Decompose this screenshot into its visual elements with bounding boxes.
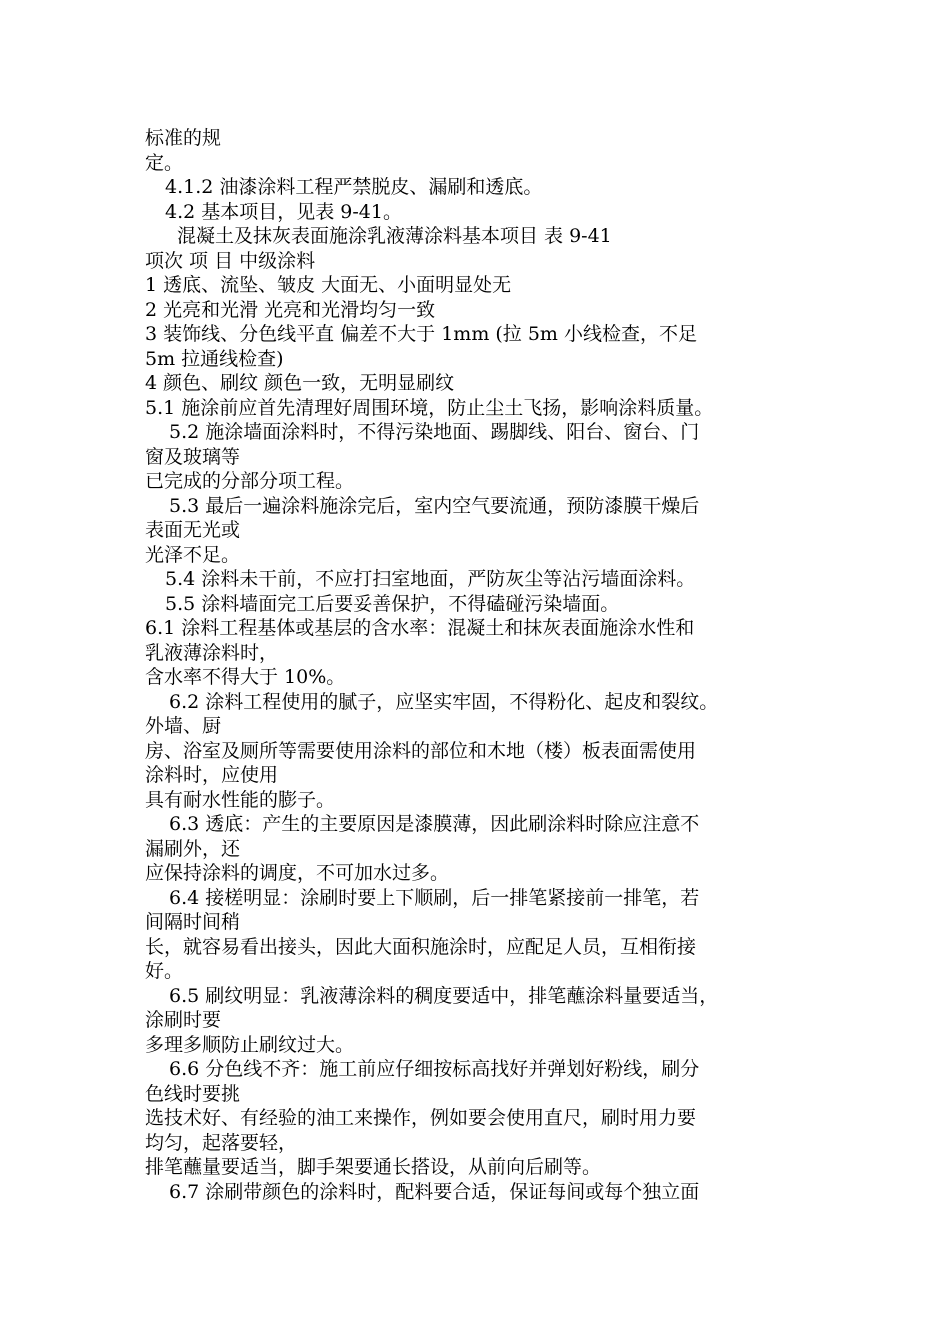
document-body: [145, 126, 810, 1204]
text-line: 混凝土及抹灰表面施涂乳液薄涂料基本项目 表 9-41: [177, 225, 612, 247]
text-line: 间隔时间稍: [145, 911, 241, 933]
text-line: 5.1 施涂前应首先清理好周围环境，防止尘土飞扬，影响涂料质量。: [145, 396, 714, 419]
text-line: 6.3 透底：产生的主要原因是漆膜薄，因此刷涂料时除应注意不: [169, 813, 700, 835]
text-line: 4.1.2 油漆涂料工程严禁脱皮、漏刷和透底。: [165, 176, 543, 198]
text-line: 2 光亮和光滑 光亮和光滑均匀一致: [145, 298, 436, 321]
text-line: 已完成的分部分项工程。: [145, 470, 355, 492]
text-line: 表面无光或: [145, 519, 241, 541]
text-line: 选技术好、有经验的油工来操作，例如要会使用直尺，刷时用力要: [145, 1107, 697, 1129]
text-line: 6.2 涂料工程使用的腻子，应坚实牢固，不得粉化、起皮和裂纹。: [169, 690, 719, 713]
text-line: 1 透底、流坠、皱皮 大面无、小面明显处无: [145, 274, 512, 296]
text-line: 3 装饰线、分色线平直 偏差不大于 1mm (拉 5m 小线检查，不足: [145, 323, 697, 345]
text-line: 6.5 刷纹明显：乳液薄涂料的稠度要适中，排笔蘸涂料量要适当，: [169, 984, 719, 1007]
text-line: 6.1 涂料工程基体或基层的含水率：混凝土和抹灰表面施涂水性和: [145, 617, 695, 639]
text-line: 色线时要挑: [145, 1082, 241, 1105]
text-line: 均匀，起落要轻，: [145, 1131, 298, 1154]
text-line: 4.2 基本项目，见表 9-41。: [165, 200, 402, 223]
text-line: 具有耐水性能的膨子。: [145, 788, 336, 811]
text-line: 项次 项 目 中级涂料: [145, 249, 316, 272]
text-line: 外墙、厨: [145, 715, 222, 737]
text-line: 6.4 接槎明显：涂刷时要上下顺刷，后一排笔紧接前一排笔，若: [169, 886, 700, 909]
text-line: 长，就容易看出接头，因此大面积施涂时，应配足人员，互相衔接: [145, 935, 697, 958]
text-line: 多理多顺防止刷纹过大。: [145, 1033, 355, 1056]
text-line: 涂刷时要: [145, 1009, 222, 1031]
text-line: 窗及玻璃等: [145, 445, 241, 468]
text-line: 房、浴室及厕所等需要使用涂料的部位和木地（楼）板表面需使用: [145, 739, 697, 762]
text-line: 4 颜色、刷纹 颜色一致，无明显刷纹: [145, 372, 455, 394]
text-line: 5.5 涂料墙面完工后要妥善保护，不得磕碰污染墙面。: [165, 592, 620, 615]
text-line: 5m 拉通线检查): [145, 347, 284, 370]
text-line: 漏刷外，还: [145, 837, 241, 860]
text-line: 乳液薄涂料时，: [145, 641, 279, 664]
text-line: 6.6 分色线不齐：施工前应仔细按标高找好并弹划好粉线，刷分: [169, 1058, 700, 1080]
text-line: 含水率不得大于 10%。: [145, 666, 346, 688]
text-line: 5.2 施涂墙面涂料时，不得污染地面、踢脚线、阳台、窗台、门: [169, 421, 700, 443]
text-line: 涂料时，应使用: [145, 764, 279, 786]
text-line: 5.3 最后一遍涂料施涂完后，室内空气要流通，预防漆膜干燥后: [169, 494, 700, 517]
text-line: 光泽不足。: [145, 543, 241, 566]
text-line: 5.4 涂料未干前，不应打扫室地面，严防灰尘等沾污墙面涂料。: [165, 568, 696, 590]
text-line: 6.7 涂刷带颜色的涂料时，配料要合适，保证每间或每个独立面: [169, 1180, 700, 1203]
text-line: 应保持涂料的调度，不可加水过多。: [145, 862, 450, 884]
text-line: 排笔蘸量要适当，脚手架要通长搭设，从前向后刷等。: [145, 1156, 602, 1178]
text-line: 定。: [145, 151, 184, 174]
text-line: 好。: [145, 960, 184, 982]
text-line: 标准的规: [145, 127, 222, 149]
